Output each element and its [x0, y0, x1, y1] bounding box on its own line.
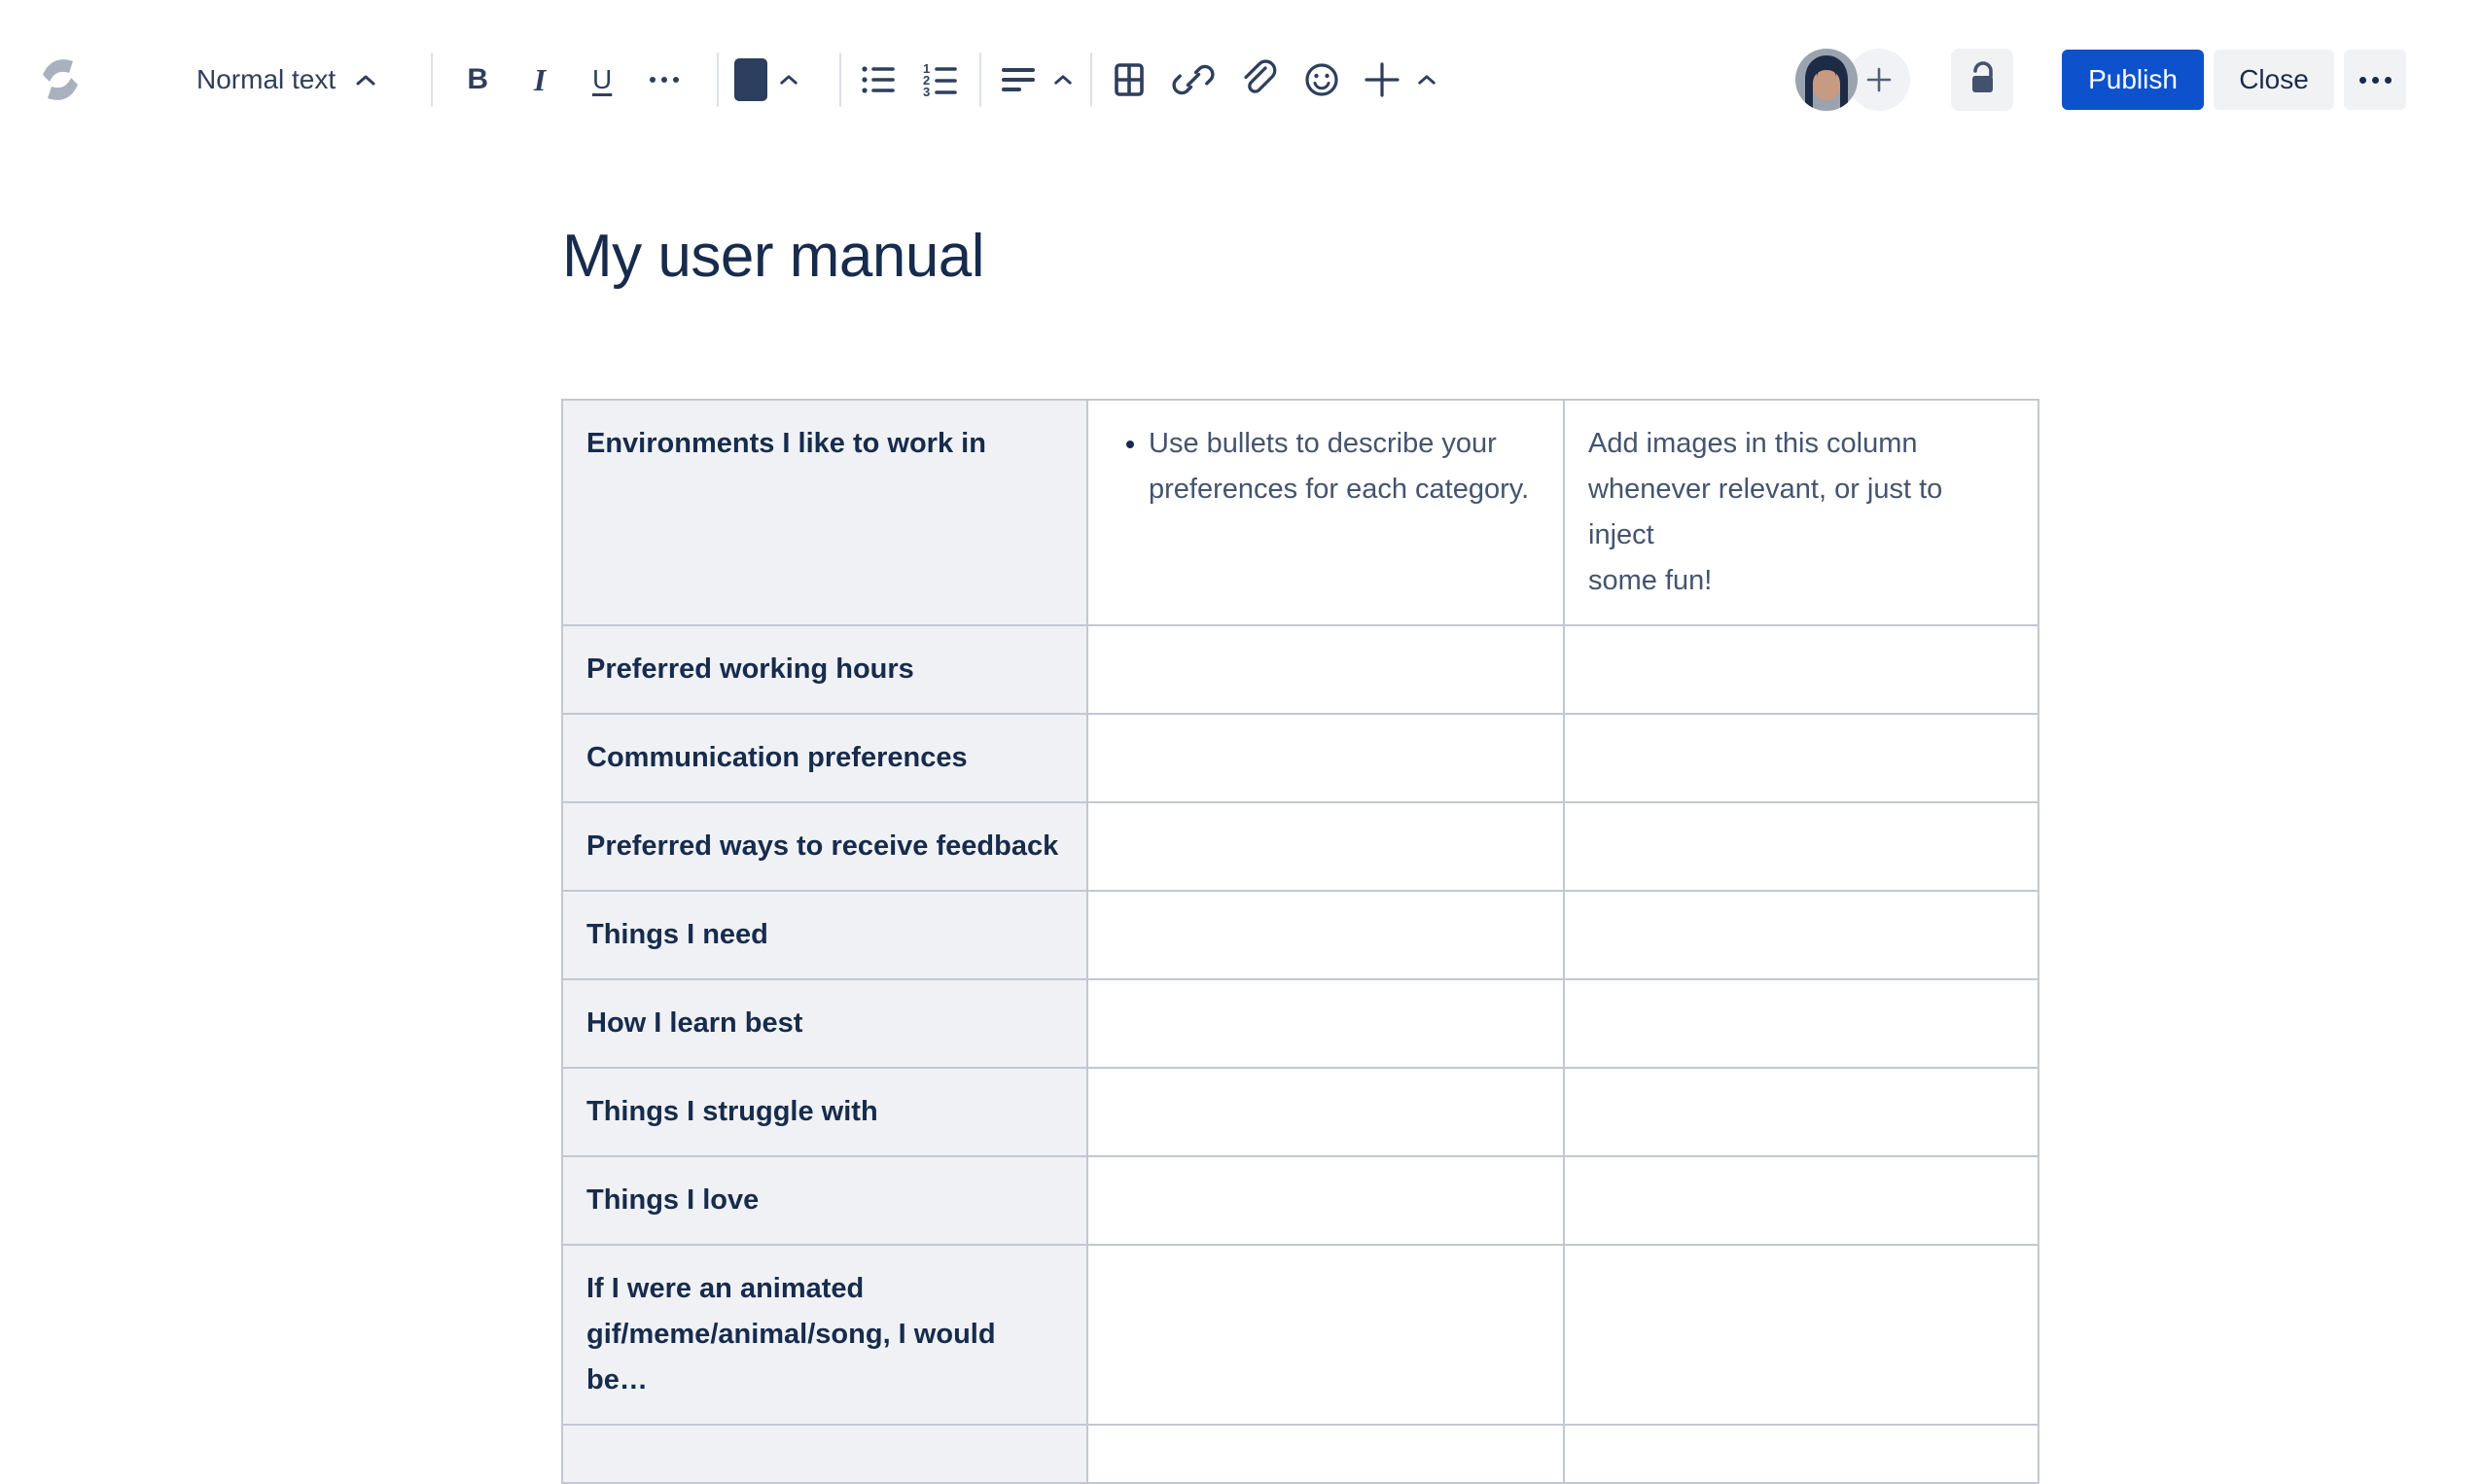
- table-row: [562, 1425, 2039, 1483]
- row-label: Preferred ways to receive feedback: [586, 830, 1059, 862]
- svg-text:3: 3: [923, 85, 931, 99]
- insert-link-button[interactable]: [1166, 53, 1221, 107]
- table-icon: [1106, 56, 1152, 103]
- italic-button[interactable]: [513, 53, 567, 107]
- row-label: Things I need: [586, 919, 768, 950]
- row-label: Communication preferences: [586, 742, 968, 773]
- row-content-cell[interactable]: [1087, 979, 1564, 1068]
- row-image-cell[interactable]: [1564, 1245, 2039, 1425]
- bold-icon: B: [467, 63, 488, 95]
- unlock-icon: [1959, 56, 2005, 103]
- toolbar-divider: [717, 53, 719, 107]
- table-row: [562, 891, 2039, 979]
- row-image-cell[interactable]: [1564, 891, 2039, 979]
- row-content-cell[interactable]: [1087, 714, 1564, 802]
- row-label-cell[interactable]: [562, 891, 1087, 979]
- underline-icon: U: [592, 64, 613, 94]
- row-content-cell[interactable]: [1087, 1068, 1564, 1156]
- row-label: Things I struggle with: [586, 1096, 878, 1127]
- chevron-up-icon: [1417, 74, 1436, 86]
- row-image-cell[interactable]: [1564, 979, 2039, 1068]
- editor-toolbar: [0, 0, 2482, 159]
- row-image-cell[interactable]: [1564, 400, 2039, 625]
- row-image-cell[interactable]: [1564, 802, 2039, 891]
- restrictions-button[interactable]: [1951, 49, 2013, 111]
- plus-icon: [1355, 53, 1409, 107]
- row-label: Environments I like to work in: [586, 428, 986, 459]
- toolbar-divider: [979, 53, 981, 107]
- row-label: How I learn best: [586, 1007, 803, 1039]
- row-content-cell[interactable]: [1087, 400, 1564, 625]
- close-button[interactable]: Close: [2214, 50, 2334, 110]
- table-row: [562, 979, 2039, 1068]
- row-label-cell[interactable]: [562, 1425, 1087, 1483]
- emoji-button[interactable]: [1294, 53, 1349, 107]
- toolbar-divider: [1090, 53, 1092, 107]
- more-formatting-icon: [650, 77, 679, 83]
- row-content-cell[interactable]: [1087, 1245, 1564, 1425]
- row-label: If I were an animated gif/meme/animal/song, I would be…: [586, 1273, 996, 1396]
- more-actions-button[interactable]: [2344, 50, 2406, 110]
- chevron-up-icon: [355, 74, 376, 87]
- row-label-cell[interactable]: [562, 1245, 1087, 1425]
- user-manual-table: [561, 399, 2039, 1484]
- toolbar-divider: [839, 53, 841, 107]
- more-actions-icon: [2359, 77, 2392, 84]
- bold-button[interactable]: [450, 53, 505, 107]
- svg-text:1: 1: [923, 61, 931, 76]
- row-content-cell[interactable]: [1087, 625, 1564, 714]
- row-content-cell[interactable]: [1087, 1156, 1564, 1245]
- attachment-icon: [1234, 56, 1281, 103]
- row-label-cell[interactable]: [562, 1068, 1087, 1156]
- bullet-list: [1112, 421, 1540, 512]
- row-image-cell[interactable]: [1564, 1156, 2039, 1245]
- insert-table-button[interactable]: [1102, 53, 1156, 107]
- row-image-cell[interactable]: [1564, 625, 2039, 714]
- emoji-icon: [1298, 56, 1345, 103]
- numbered-list-icon: [917, 56, 964, 103]
- more-formatting-button[interactable]: [637, 53, 691, 107]
- row-label-cell[interactable]: [562, 625, 1087, 714]
- table-row: [562, 1156, 2039, 1245]
- list-item: • Use bullets to describe your preferences for each category.: [1149, 421, 1540, 512]
- plus-icon: [1864, 65, 1894, 94]
- text-style-dropdown[interactable]: [196, 53, 376, 107]
- row-image-cell[interactable]: [1564, 1425, 2039, 1483]
- svg-text:2: 2: [923, 73, 931, 88]
- table-row: [562, 1245, 2039, 1425]
- editor-actions: [1795, 0, 2406, 159]
- row-label-cell[interactable]: [562, 802, 1087, 891]
- chevron-up-icon: [779, 74, 798, 86]
- table-row: [562, 625, 2039, 714]
- table-row: [562, 802, 2039, 891]
- row-label-cell[interactable]: [562, 1156, 1087, 1245]
- image-hint: Add images in this column whenever relevant, or just to inject some fun!: [1588, 428, 1943, 596]
- row-content-cell[interactable]: [1087, 1425, 1564, 1483]
- link-icon: [1170, 56, 1217, 103]
- chevron-up-icon: [1053, 74, 1073, 86]
- bullet-list-icon: [855, 56, 902, 103]
- row-label-cell[interactable]: [562, 979, 1087, 1068]
- confluence-logo-icon[interactable]: [35, 53, 86, 112]
- row-content-cell[interactable]: [1087, 802, 1564, 891]
- page-title[interactable]: My user manual: [562, 223, 985, 290]
- row-image-cell[interactable]: [1564, 1068, 2039, 1156]
- formatting-toolbar: [196, 0, 1436, 159]
- row-label: Things I love: [586, 1184, 760, 1216]
- text-style-label: Normal text: [196, 64, 337, 94]
- row-image-cell[interactable]: [1564, 714, 2039, 802]
- align-icon: [991, 53, 1046, 107]
- table-row: [562, 400, 2039, 625]
- numbered-list-button[interactable]: [913, 53, 968, 107]
- table-row: [562, 714, 2039, 802]
- row-label: Preferred working hours: [586, 654, 914, 685]
- avatar[interactable]: [1795, 49, 1858, 111]
- alignment-dropdown[interactable]: [991, 53, 1073, 107]
- row-label-cell[interactable]: [562, 400, 1087, 625]
- attach-file-button[interactable]: [1230, 53, 1285, 107]
- text-color-button[interactable]: [734, 53, 798, 107]
- table-row: [562, 1068, 2039, 1156]
- italic-icon: I: [533, 61, 547, 97]
- toolbar-divider: [431, 53, 433, 107]
- bullet-list-button[interactable]: [851, 53, 905, 107]
- row-label-cell[interactable]: [562, 714, 1087, 802]
- row-content-cell[interactable]: [1087, 891, 1564, 979]
- insert-more-dropdown[interactable]: [1355, 53, 1436, 107]
- text-color-swatch-icon: [734, 58, 767, 101]
- underline-button[interactable]: [575, 53, 629, 107]
- collaborators: [1795, 49, 1910, 111]
- publish-button[interactable]: Publish: [2062, 50, 2204, 110]
